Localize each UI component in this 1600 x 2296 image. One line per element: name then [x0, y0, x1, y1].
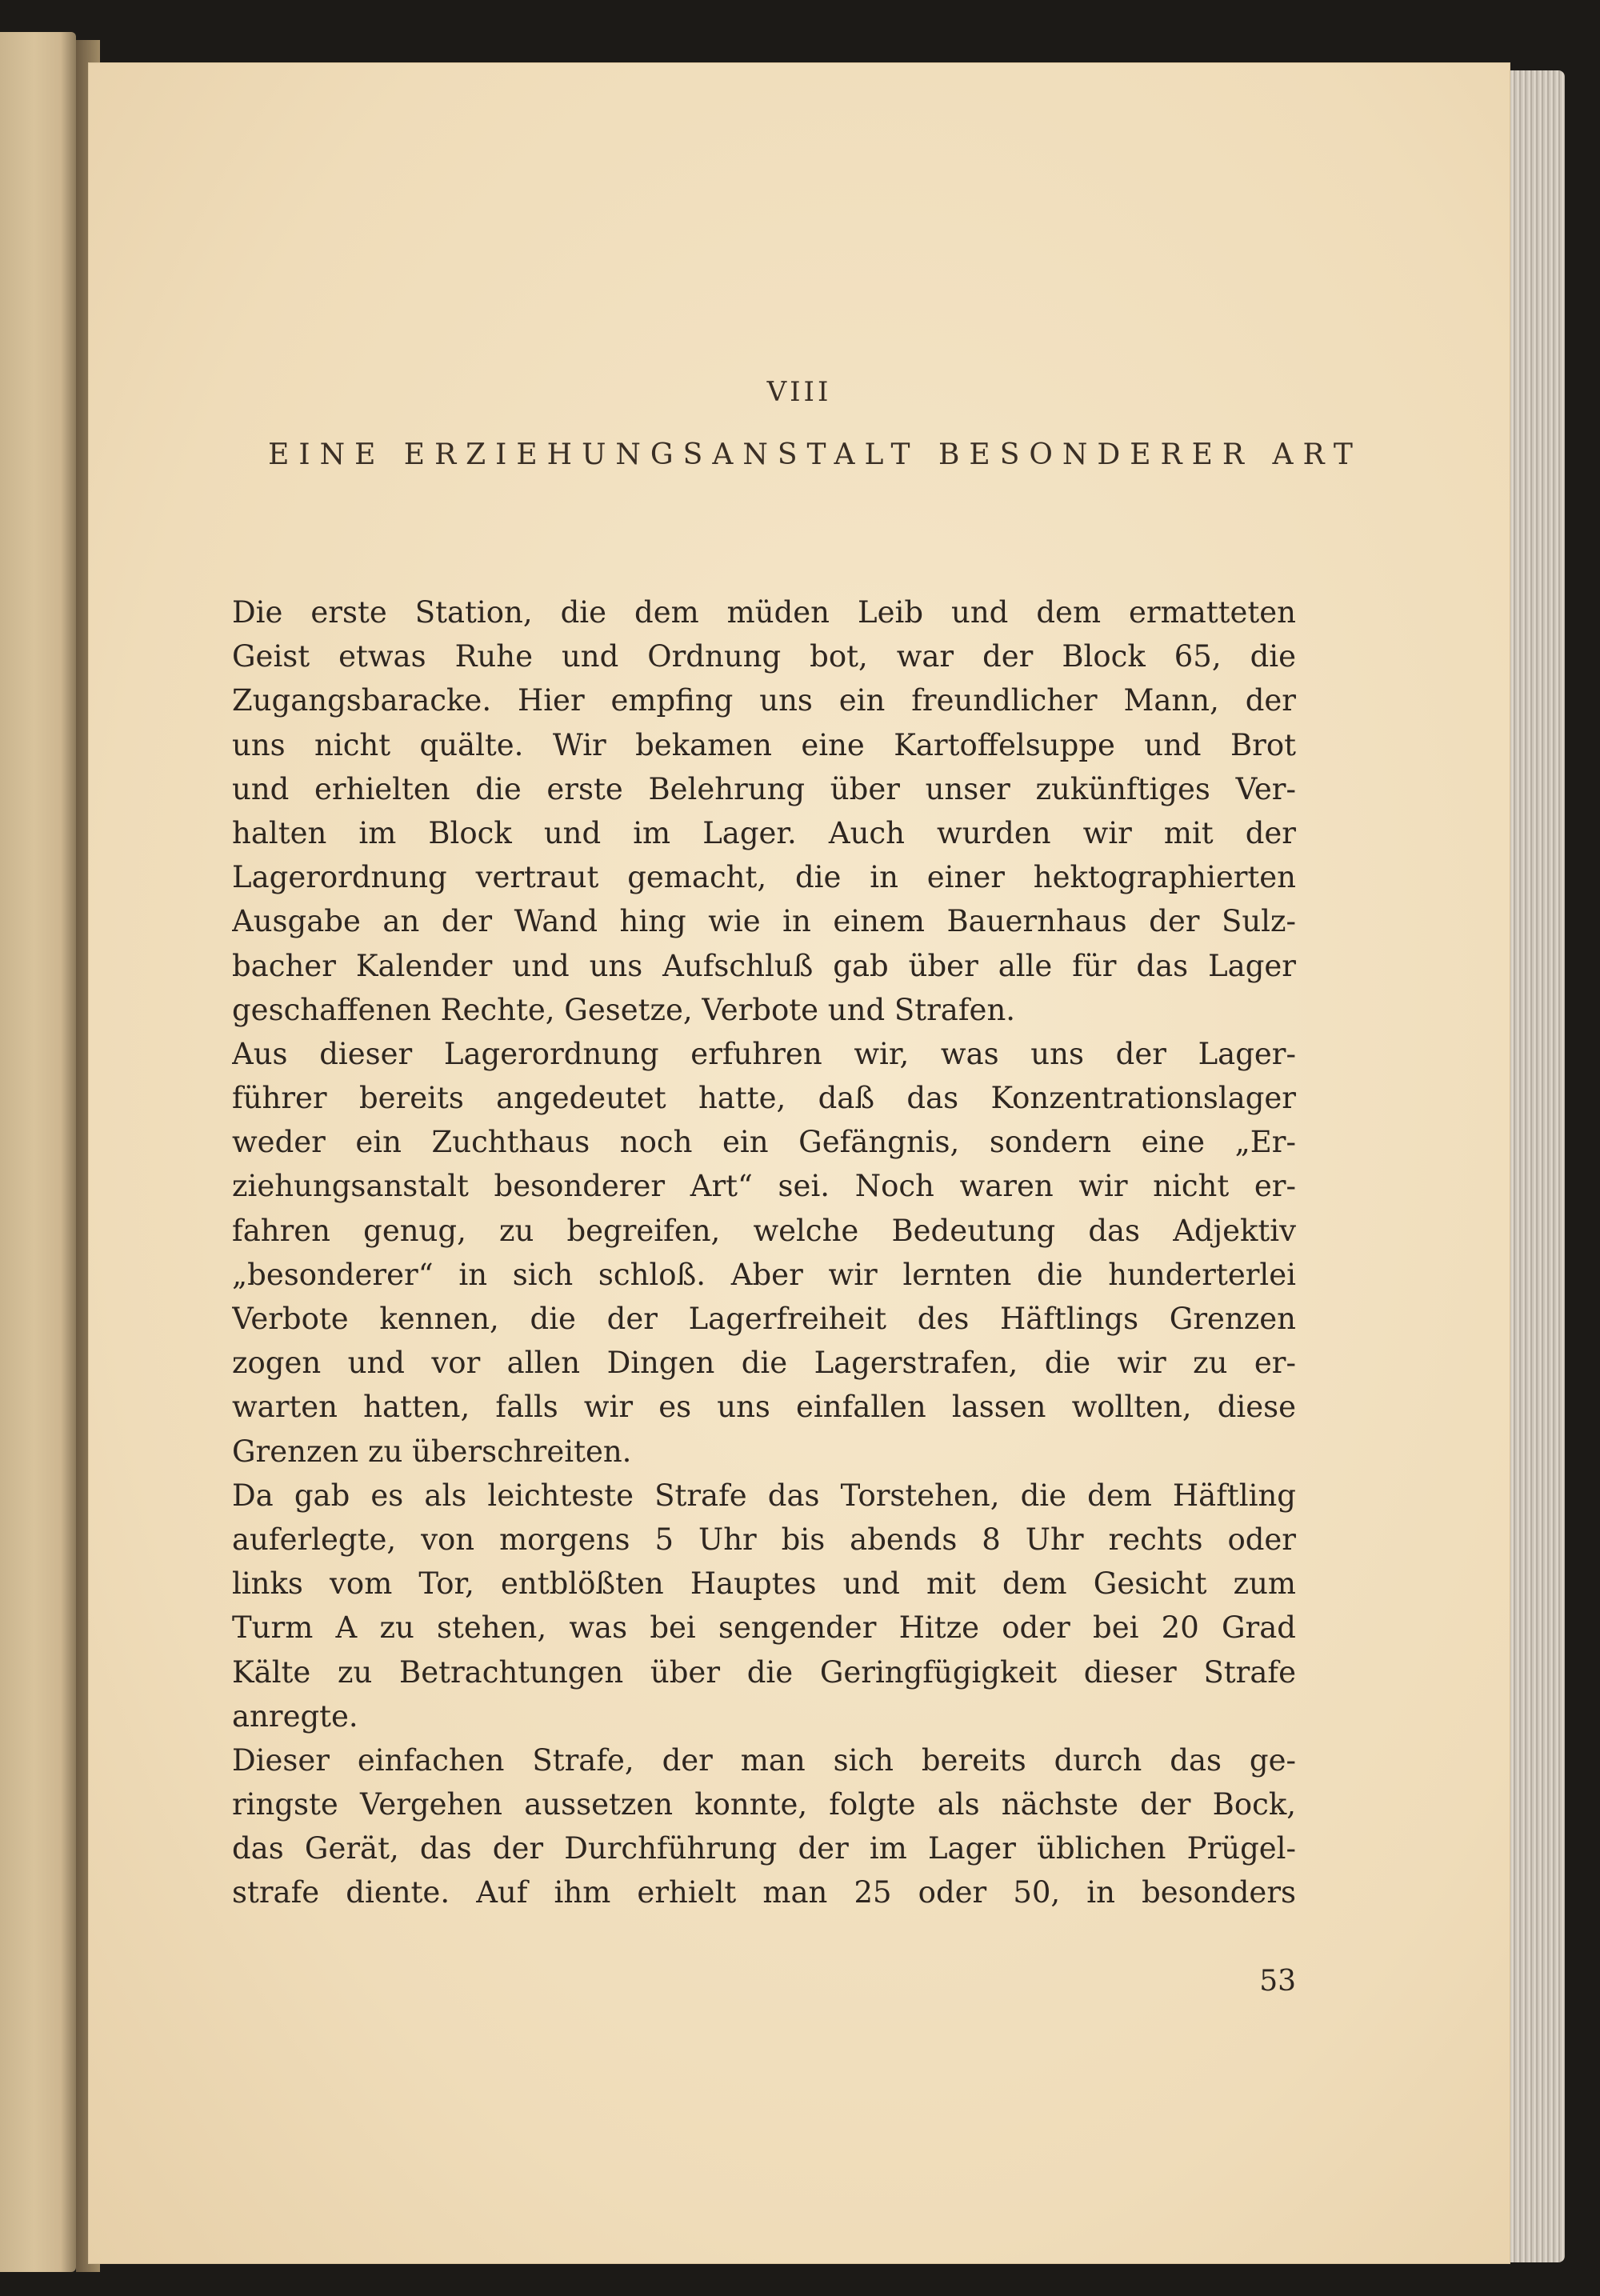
text-line: Turm A zu stehen, was bei sengender Hitze oder bei 20 Grad — [232, 1610, 1296, 1646]
text-line: Geist etwas Ruhe und Ordnung bot, war der Block 65, die — [232, 639, 1296, 674]
text-line: auferlegte, von morgens 5 Uhr bis abends 8 Uhr rechts oder — [232, 1522, 1296, 1557]
text-line: warten hatten, falls wir es uns einfallen lassen wollten, diese — [232, 1390, 1296, 1425]
text-line: ringste Vergehen aussetzen konnte, folgte als nächste der Bock, — [232, 1787, 1296, 1822]
text-line: das Gerät, das der Durchführung der im Lager üblichen Prügel- — [232, 1831, 1296, 1866]
text-line: Grenzen zu überschreiten. — [232, 1434, 632, 1469]
text-line: strafe diente. Auf ihm erhielt man 25 oder 50, in besonders — [232, 1875, 1296, 1910]
book-page — [88, 62, 1510, 2264]
text-line: uns nicht quälte. Wir bekamen eine Kartoffelsuppe und Brot — [232, 727, 1296, 762]
text-line: bacher Kalender und uns Aufschluß gab über alle für das Lager — [232, 948, 1296, 983]
left-page-edge — [0, 32, 76, 2272]
text-line: Verbote kennen, die der Lagerfreiheit des Häftlings Grenzen — [232, 1302, 1296, 1336]
text-line: „besonderer“ in sich schloß. Aber wir lernten die hunderterlei — [232, 1257, 1296, 1292]
page-number: 53 — [1259, 1965, 1296, 1998]
text-line: Aus dieser Lagerordnung erfuhren wir, was uns der Lager- — [232, 1036, 1296, 1071]
text-line: und erhielten die erste Belehrung über unser zukünftiges Ver- — [232, 771, 1296, 806]
text-line: anregte. — [232, 1698, 358, 1734]
text-line: Da gab es als leichteste Strafe das Torstehen, die dem Häftling — [232, 1478, 1296, 1513]
text-line: zogen und vor allen Dingen die Lagerstrafen, die wir zu er- — [232, 1346, 1296, 1381]
text-line: weder ein Zuchthaus noch ein Gefängnis, sondern eine „Er- — [232, 1125, 1296, 1160]
text-line: links vom Tor, entblößten Hauptes und mit dem Gesicht zum — [232, 1566, 1296, 1602]
text-line: Kälte zu Betrachtungen über die Geringfügigkeit dieser Strafe — [232, 1654, 1296, 1690]
text-line: führer bereits angedeutet hatte, daß das Konzentrationslager — [232, 1081, 1296, 1116]
chapter-title: EINE ERZIEHUNGSANSTALT BESONDERER ART — [268, 438, 1362, 471]
text-line: geschaffenen Rechte, Gesetze, Verbote und Strafen. — [232, 992, 1016, 1027]
body-text — [232, 590, 1296, 1915]
text-line: fahren genug, zu begreifen, welche Bedeutung das Adjektiv — [232, 1213, 1296, 1248]
text-line: Die erste Station, die dem müden Leib und dem ermatteten — [232, 595, 1296, 630]
text-line: ziehungsanstalt besonderer Art“ sei. Noch waren wir nicht er- — [232, 1169, 1296, 1204]
page-stack-edges — [1510, 70, 1565, 2262]
text-line: Zugangsbaracke. Hier empfing uns ein freundlicher Mann, der — [232, 683, 1296, 718]
text-line: Dieser einfachen Strafe, der man sich bereits durch das ge- — [232, 1742, 1296, 1778]
text-line: halten im Block und im Lager. Auch wurden wir mit der — [232, 815, 1296, 850]
text-line: Lagerordnung vertraut gemacht, die in einer hektographierten — [232, 860, 1296, 895]
text-line: Ausgabe an der Wand hing wie in einem Bauernhaus der Sulz- — [232, 904, 1296, 939]
chapter-number: VIII — [766, 376, 832, 408]
